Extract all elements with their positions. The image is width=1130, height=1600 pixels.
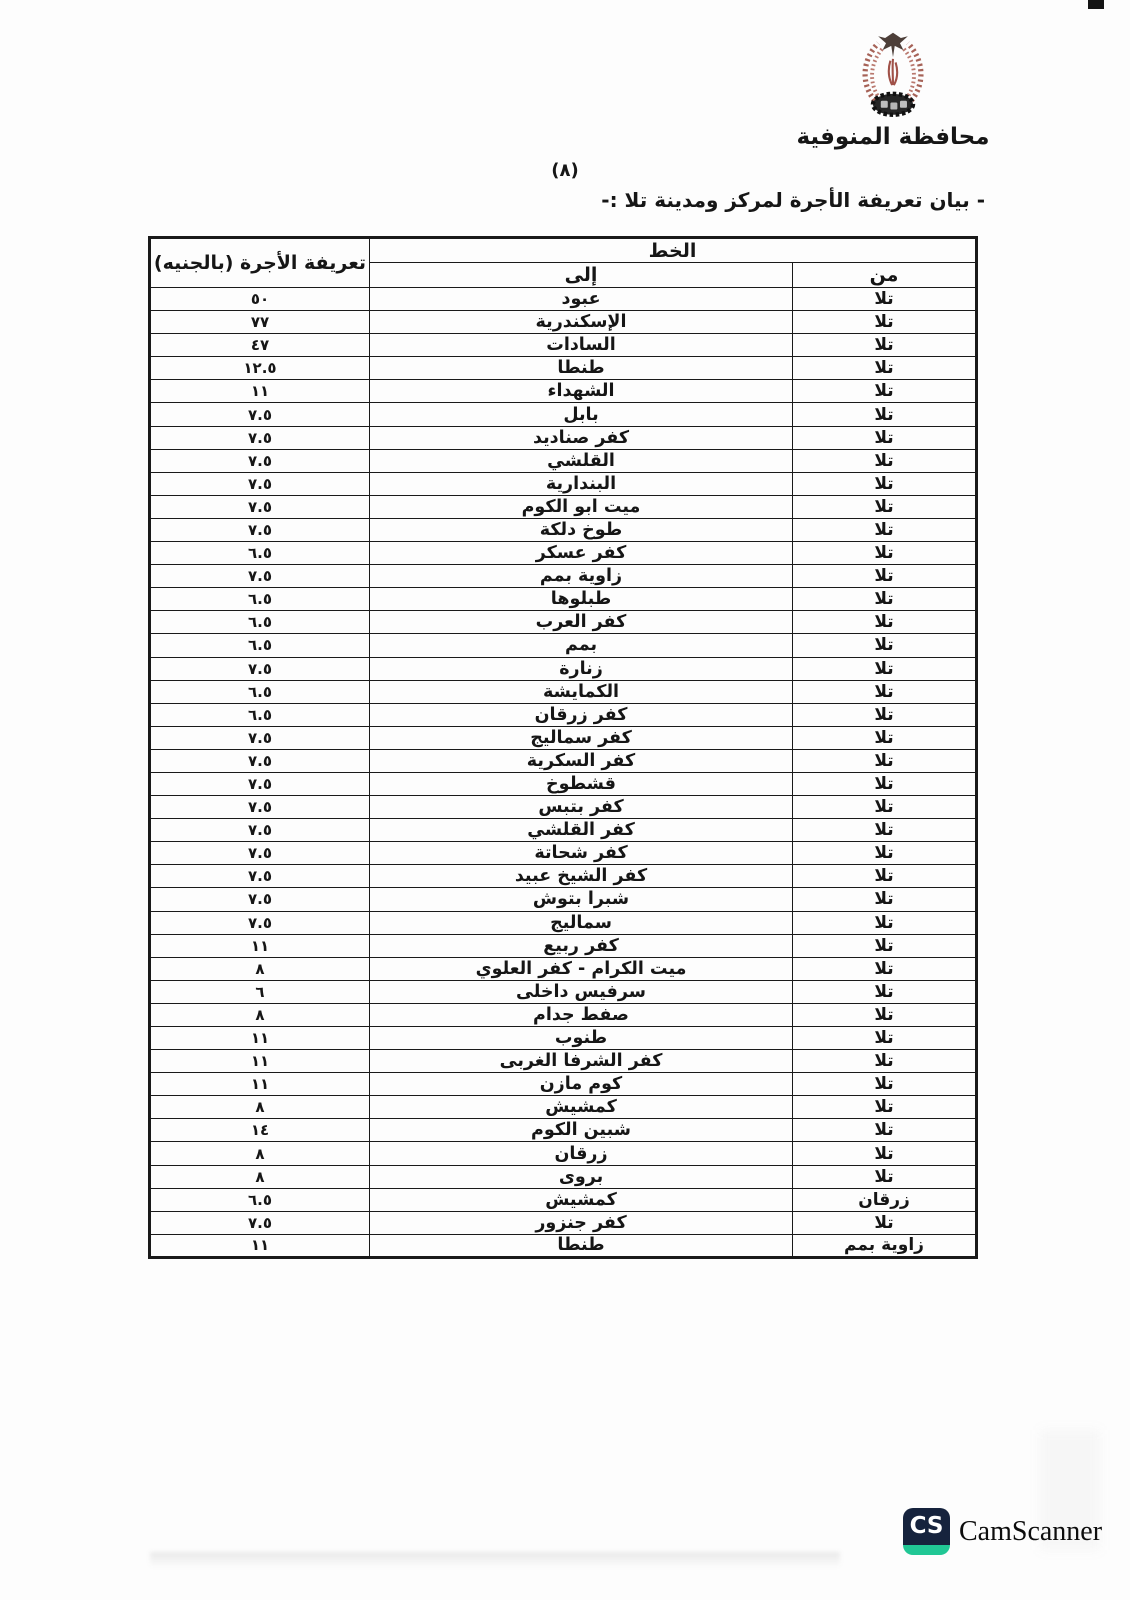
table-row xyxy=(150,357,977,380)
table-row xyxy=(150,749,977,772)
table-row xyxy=(150,796,977,819)
to-cell: بابل xyxy=(370,403,793,426)
from-cell: تلا xyxy=(793,472,977,495)
fare-cell: ٦.٥ xyxy=(150,634,370,657)
from-cell: زرقان xyxy=(793,1188,977,1211)
to-cell: كمشيش xyxy=(370,1096,793,1119)
to-cell: ميت ابو الكوم xyxy=(370,495,793,518)
from-cell: تلا xyxy=(793,934,977,957)
to-cell: عبود xyxy=(370,288,793,311)
table-row xyxy=(150,380,977,403)
table-row xyxy=(150,703,977,726)
scan-artifact-corner xyxy=(1088,0,1104,9)
table-row xyxy=(150,449,977,472)
camscanner-label: CamScanner xyxy=(959,1515,1103,1547)
from-cell: تلا xyxy=(793,842,977,865)
to-cell: طنطا xyxy=(370,357,793,380)
fare-cell: ١٤ xyxy=(150,1119,370,1142)
header-from: من xyxy=(793,263,977,288)
to-cell: طوخ دلكة xyxy=(370,518,793,541)
to-cell: كفر جنزور xyxy=(370,1211,793,1234)
fare-cell: ٧.٥ xyxy=(150,796,370,819)
camscanner-icon-text: CS xyxy=(909,1513,944,1539)
table-row xyxy=(150,1073,977,1096)
from-cell: تلا xyxy=(793,703,977,726)
fare-cell: ٨ xyxy=(150,1003,370,1026)
table-row xyxy=(150,1096,977,1119)
table-row xyxy=(150,334,977,357)
from-cell: تلا xyxy=(793,495,977,518)
from-cell: تلا xyxy=(793,334,977,357)
table-row xyxy=(150,657,977,680)
to-cell: سرفيس داخلى xyxy=(370,980,793,1003)
table-row xyxy=(150,1119,977,1142)
from-cell: تلا xyxy=(793,449,977,472)
table-row xyxy=(150,518,977,541)
from-cell: تلا xyxy=(793,657,977,680)
to-cell: كفر زرقان xyxy=(370,703,793,726)
to-cell: طنطا xyxy=(370,1234,793,1257)
fare-cell: ٧.٥ xyxy=(150,865,370,888)
from-cell: تلا xyxy=(793,865,977,888)
page-number: (٨) xyxy=(551,160,579,181)
fare-cell: ٥٠ xyxy=(150,288,370,311)
from-cell: تلا xyxy=(793,680,977,703)
fare-cell: ٧.٥ xyxy=(150,495,370,518)
table-row xyxy=(150,495,977,518)
table-row xyxy=(150,842,977,865)
from-cell: تلا xyxy=(793,819,977,842)
from-cell: تلا xyxy=(793,1027,977,1050)
to-cell: كفر الشيخ عبيد xyxy=(370,865,793,888)
table-row xyxy=(150,565,977,588)
to-cell: سماليج xyxy=(370,911,793,934)
from-cell: تلا xyxy=(793,726,977,749)
fare-cell: ١١ xyxy=(150,1234,370,1257)
table-row xyxy=(150,1050,977,1073)
fare-cell: ٧.٥ xyxy=(150,819,370,842)
table-row xyxy=(150,611,977,634)
table-row xyxy=(150,680,977,703)
fare-cell: ٧.٥ xyxy=(150,518,370,541)
table-row xyxy=(150,819,977,842)
table-row xyxy=(150,634,977,657)
from-cell: زاوية بمم xyxy=(793,1234,977,1257)
table-row xyxy=(150,403,977,426)
from-cell: تلا xyxy=(793,1142,977,1165)
fare-table-body xyxy=(150,288,977,1258)
table-row xyxy=(150,1234,977,1257)
table-row xyxy=(150,588,977,611)
to-cell: كفر الشرفا الغربى xyxy=(370,1050,793,1073)
to-cell: زنارة xyxy=(370,657,793,680)
fare-cell: ١٢.٥ xyxy=(150,357,370,380)
table-row xyxy=(150,1142,977,1165)
fare-cell: ٦.٥ xyxy=(150,1188,370,1211)
to-cell: كفر ربيع xyxy=(370,934,793,957)
table-row xyxy=(150,542,977,565)
header-to: إلى xyxy=(370,263,793,288)
fare-cell: ٧.٥ xyxy=(150,888,370,911)
table-row xyxy=(150,288,977,311)
governorate-name: محافظة المنوفية xyxy=(796,124,990,150)
to-cell: كوم مازن xyxy=(370,1073,793,1096)
from-cell: تلا xyxy=(793,980,977,1003)
governorate-eagle-emblem xyxy=(847,24,939,120)
to-cell: كمشيش xyxy=(370,1188,793,1211)
fare-cell: ٦.٥ xyxy=(150,542,370,565)
table-row xyxy=(150,957,977,980)
table-row xyxy=(150,1188,977,1211)
table-row xyxy=(150,772,977,795)
to-cell: زاوية بمم xyxy=(370,565,793,588)
table-row xyxy=(150,980,977,1003)
to-cell: كفر بتبس xyxy=(370,796,793,819)
fare-cell: ٧.٥ xyxy=(150,842,370,865)
to-cell: الإسكندرية xyxy=(370,311,793,334)
to-cell: كفر صناديد xyxy=(370,426,793,449)
from-cell: تلا xyxy=(793,749,977,772)
to-cell: طبلوها xyxy=(370,588,793,611)
table-row xyxy=(150,426,977,449)
fare-table-header xyxy=(150,238,977,288)
fare-cell: ٨ xyxy=(150,1142,370,1165)
fare-cell: ٧.٥ xyxy=(150,726,370,749)
to-cell: كفر العرب xyxy=(370,611,793,634)
table-row xyxy=(150,1211,977,1234)
table-row xyxy=(150,726,977,749)
table-row xyxy=(150,1003,977,1026)
to-cell: شبرا بتوش xyxy=(370,888,793,911)
fare-cell: ٦.٥ xyxy=(150,588,370,611)
table-row xyxy=(150,472,977,495)
table-row xyxy=(150,1027,977,1050)
fare-cell: ٧.٥ xyxy=(150,911,370,934)
fare-cell: ٧.٥ xyxy=(150,1211,370,1234)
table-row xyxy=(150,888,977,911)
from-cell: تلا xyxy=(793,403,977,426)
to-cell: طنوب xyxy=(370,1027,793,1050)
to-cell: القلشي xyxy=(370,449,793,472)
from-cell: تلا xyxy=(793,611,977,634)
fare-cell: ٧.٥ xyxy=(150,565,370,588)
table-row xyxy=(150,911,977,934)
to-cell: بروى xyxy=(370,1165,793,1188)
table-row xyxy=(150,865,977,888)
from-cell: تلا xyxy=(793,588,977,611)
from-cell: تلا xyxy=(793,542,977,565)
fare-cell: ١١ xyxy=(150,1027,370,1050)
fare-cell: ٧.٥ xyxy=(150,426,370,449)
to-cell: صفط جدام xyxy=(370,1003,793,1026)
table-row xyxy=(150,311,977,334)
fare-cell: ٦.٥ xyxy=(150,611,370,634)
fare-cell: ٧.٥ xyxy=(150,772,370,795)
from-cell: تلا xyxy=(793,634,977,657)
from-cell: تلا xyxy=(793,426,977,449)
governorate-logo-block xyxy=(796,24,990,150)
from-cell: تلا xyxy=(793,772,977,795)
from-cell: تلا xyxy=(793,565,977,588)
fare-cell: ١١ xyxy=(150,1073,370,1096)
table-row xyxy=(150,1165,977,1188)
from-cell: تلا xyxy=(793,357,977,380)
fare-cell: ٧.٥ xyxy=(150,749,370,772)
to-cell: الشهداء xyxy=(370,380,793,403)
fare-cell: ٧.٥ xyxy=(150,472,370,495)
to-cell: كفر سماليج xyxy=(370,726,793,749)
from-cell: تلا xyxy=(793,380,977,403)
from-cell: تلا xyxy=(793,796,977,819)
from-cell: تلا xyxy=(793,957,977,980)
from-cell: تلا xyxy=(793,888,977,911)
fare-cell: ٦.٥ xyxy=(150,703,370,726)
fare-cell: ١١ xyxy=(150,380,370,403)
fare-cell: ٨ xyxy=(150,957,370,980)
fare-cell: ٧.٥ xyxy=(150,403,370,426)
from-cell: تلا xyxy=(793,518,977,541)
fare-cell: ٦.٥ xyxy=(150,680,370,703)
fare-cell: ٦ xyxy=(150,980,370,1003)
camscanner-icon xyxy=(903,1508,950,1555)
fare-tariff-table xyxy=(148,236,978,1259)
from-cell: تلا xyxy=(793,1073,977,1096)
to-cell: ميت الكرام - كفر العلوي xyxy=(370,957,793,980)
from-cell: تلا xyxy=(793,311,977,334)
document-title: - بيان تعريفة الأجرة لمركز ومدينة تلا :- xyxy=(601,188,985,212)
to-cell: زرقان xyxy=(370,1142,793,1165)
from-cell: تلا xyxy=(793,1165,977,1188)
table-row xyxy=(150,934,977,957)
from-cell: تلا xyxy=(793,1003,977,1026)
from-cell: تلا xyxy=(793,1096,977,1119)
from-cell: تلا xyxy=(793,1119,977,1142)
to-cell: الكمايشة xyxy=(370,680,793,703)
to-cell: كفر السكرية xyxy=(370,749,793,772)
from-cell: تلا xyxy=(793,1050,977,1073)
fare-cell: ٧.٥ xyxy=(150,449,370,472)
camscanner-watermark xyxy=(903,1508,1102,1555)
from-cell: تلا xyxy=(793,288,977,311)
to-cell: كفر شحاتة xyxy=(370,842,793,865)
from-cell: تلا xyxy=(793,1211,977,1234)
fare-cell: ٤٧ xyxy=(150,334,370,357)
to-cell: السادات xyxy=(370,334,793,357)
to-cell: البندارية xyxy=(370,472,793,495)
to-cell: قشطوخ xyxy=(370,772,793,795)
scan-shadow-streak xyxy=(150,1552,840,1568)
fare-cell: ٨ xyxy=(150,1165,370,1188)
to-cell: شبين الكوم xyxy=(370,1119,793,1142)
fare-cell: ١١ xyxy=(150,934,370,957)
header-line-group: الخط xyxy=(370,238,977,263)
to-cell: كفر القلشي xyxy=(370,819,793,842)
to-cell: كفر عسكر xyxy=(370,542,793,565)
to-cell: بمم xyxy=(370,634,793,657)
fare-cell: ٧.٥ xyxy=(150,657,370,680)
fare-cell: ٧٧ xyxy=(150,311,370,334)
header-fare: تعريفة الأجرة (بالجنيه) xyxy=(150,238,370,288)
from-cell: تلا xyxy=(793,911,977,934)
fare-cell: ١١ xyxy=(150,1050,370,1073)
fare-cell: ٨ xyxy=(150,1096,370,1119)
